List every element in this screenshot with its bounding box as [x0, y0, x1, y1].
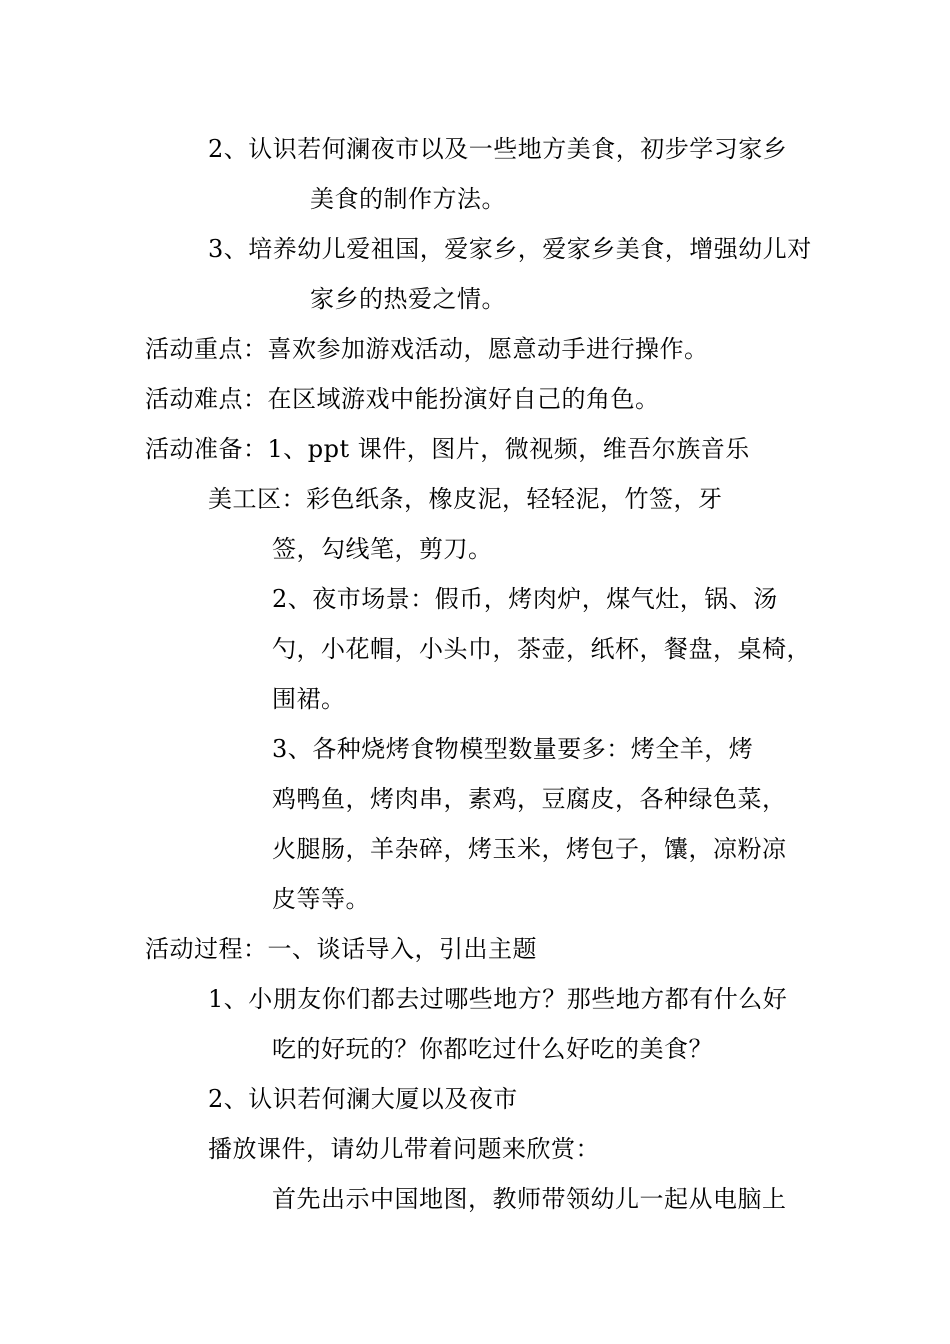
map-intro-line: 首先出示中国地图，教师带领幼儿一起从电脑上 — [272, 1185, 787, 1213]
food-models-line-2: 鸡鸭鱼，烤肉串，素鸡，豆腐皮，各种绿色菜， — [272, 785, 787, 813]
food-models-line-3: 火腿肠，羊杂碎，烤玉米，烤包子，馕，凉粉凉 — [272, 835, 787, 863]
objective-3-line-1: 3、培养幼儿爱祖国，爱家乡，爱家乡美食，增强幼儿对 — [208, 235, 812, 263]
courseware-line: 播放课件，请幼儿带着问题来欣赏： — [208, 1135, 600, 1163]
process-step-1-line-2: 吃的好玩的？你都吃过什么好吃的美食？ — [272, 1035, 713, 1063]
food-models-line-1: 3、各种烧烤食物模型数量要多：烤全羊，烤 — [272, 735, 754, 763]
night-market-line-3: 围裙。 — [272, 685, 346, 713]
food-models-line-4: 皮等等。 — [272, 885, 370, 913]
night-market-line-2: 勺，小花帽，小头巾，茶壶，纸杯，餐盘，桌椅， — [272, 635, 811, 663]
objective-2-line-1: 2、认识若何澜夜市以及一些地方美食，初步学习家乡 — [208, 135, 788, 163]
objective-2-line-2: 美食的制作方法。 — [310, 185, 506, 213]
preparation-line: 活动准备：1、ppt 课件，图片，微视频，维吾尔族音乐 — [145, 435, 750, 463]
process-step-2-line: 2、认识若何澜大厦以及夜市 — [208, 1085, 518, 1113]
night-market-line-1: 2、夜市场景：假币，烤肉炉，煤气灶，锅、汤 — [272, 585, 778, 613]
key-point-line: 活动重点：喜欢参加游戏活动，愿意动手进行操作。 — [145, 335, 709, 363]
art-area-line-2: 签，勾线笔，剪刀。 — [272, 535, 493, 563]
process-heading-line: 活动过程：一、谈话导入，引出主题 — [145, 935, 537, 963]
art-area-line-1: 美工区：彩色纸条，橡皮泥，轻轻泥，竹签，牙 — [208, 485, 723, 513]
process-step-1-line-1: 1、小朋友你们都去过哪些地方？那些地方都有什么好 — [208, 985, 788, 1013]
difficulty-line: 活动难点：在区域游戏中能扮演好自己的角色。 — [145, 385, 660, 413]
objective-3-line-2: 家乡的热爱之情。 — [310, 285, 506, 313]
